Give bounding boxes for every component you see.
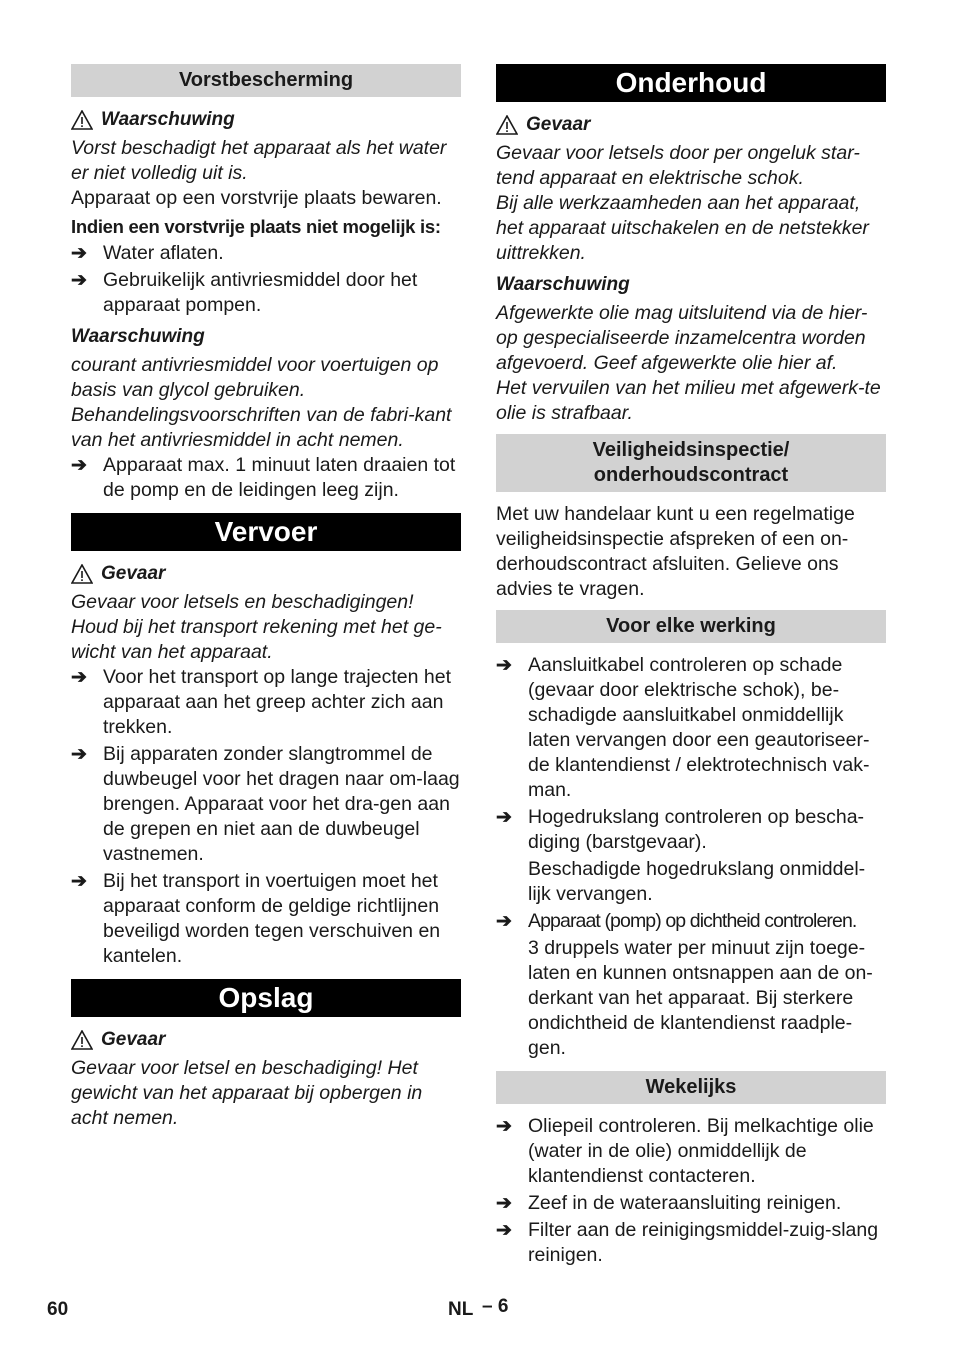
arrow-right-icon: ➔ xyxy=(496,807,512,828)
list-item-continuation: Beschadigde hogedrukslang onmiddel-lijk vervangen. xyxy=(528,858,866,905)
section-heading-storage: Opslag xyxy=(71,979,461,1017)
warning-text: Behandelingsvoorschriften van de fabri-kant van het antivriesmiddel in acht nemen. xyxy=(71,404,452,451)
warning-label-text: Waarschuwing xyxy=(496,274,630,295)
before-each-steps xyxy=(496,653,886,1061)
warning-triangle-icon xyxy=(71,1030,93,1050)
list-item-continuation: 3 druppels water per minuut zijn toege-laten en kunnen ontsnappen aan de on-derkant van het apparaat. Bij sterkere ondichtheid de klantendienst raadple-gen. xyxy=(528,937,873,1059)
language-code: NL xyxy=(448,1299,474,1320)
danger-text: Gevaar voor letsels en beschadigingen! Houd bij het transport rekening met het ge-wicht van het apparaat. xyxy=(71,591,442,663)
list-item xyxy=(496,1218,886,1268)
arrow-right-icon: ➔ xyxy=(496,655,512,676)
arrow-right-icon: ➔ xyxy=(71,270,87,291)
list-item-text: Filter aan de reinigingsmiddel-zuig-slang reinigen. xyxy=(528,1219,879,1266)
arrow-right-icon: ➔ xyxy=(71,455,87,476)
list-item xyxy=(496,805,886,907)
list-item xyxy=(71,453,461,503)
section-heading-frost: Vorstbescherming xyxy=(71,64,461,97)
frost-steps xyxy=(71,241,461,318)
list-item-text: Gebruikelijk antivriesmiddel door het apparaat pompen. xyxy=(103,269,418,316)
warning-label xyxy=(71,324,461,349)
arrow-right-icon: ➔ xyxy=(71,667,87,688)
list-item xyxy=(71,268,461,318)
warning-text: Het vervuilen van het milieu met afgewerk-te olie is strafbaar. xyxy=(496,377,881,424)
section-heading-transport: Vervoer xyxy=(71,513,461,551)
list-item-text: Hogedrukslang controleren op bescha-diging (barstgevaar). xyxy=(528,806,865,853)
list-item xyxy=(496,653,886,803)
warning-label-text: Waarschuwing xyxy=(71,326,205,347)
danger-label xyxy=(496,112,886,137)
warning-triangle-icon xyxy=(496,115,518,135)
list-item-text: Zeef in de wateraansluiting reinigen. xyxy=(528,1192,842,1214)
list-item-text: Oliepeil controleren. Bij melkachtige olie (water in de olie) onmiddellijk de klantendienst contacteren. xyxy=(528,1115,874,1187)
section-heading-line: onderhoudscontract xyxy=(593,464,789,486)
list-item-text: Apparaat (pomp) op dichtheid controleren. xyxy=(528,910,857,932)
list-item-text: Bij het transport in voertuigen moet het apparaat conform de geldige richtlijnen beveiligd worden tegen verschuiven en kantelen. xyxy=(103,870,441,967)
list-item-text: Water aflaten. xyxy=(103,242,224,264)
danger-text: Gevaar voor letsels door per ongeluk star-tend apparaat en elektrische schok. xyxy=(496,142,860,189)
danger-label xyxy=(71,1027,461,1052)
danger-label-text: Gevaar xyxy=(526,114,591,135)
warning-text: Afgewerkte olie mag uitsluitend via de hier-op gespecialiseerde inzamelcentra worden afgevoerd. Geef afgewerkte olie hier af. xyxy=(496,302,868,374)
list-item xyxy=(71,869,461,969)
list-item xyxy=(71,241,461,266)
arrow-right-icon: ➔ xyxy=(496,1220,512,1241)
warning-text: Vorst beschadigt het apparaat als het water er niet volledig uit is. xyxy=(71,137,447,184)
arrow-right-icon: ➔ xyxy=(496,1116,512,1137)
page-number: 60 xyxy=(47,1299,69,1320)
arrow-right-icon: ➔ xyxy=(71,871,87,892)
warning-text: courant antivriesmiddel voor voertuigen op basis van glycol gebruiken. xyxy=(71,354,439,401)
list-item-text: Voor het transport op lange trajecten het apparaat aan het greep achter zich aan trekken. xyxy=(103,666,451,738)
warning-label-text: Waarschuwing xyxy=(101,109,235,130)
list-item-text: Apparaat max. 1 minuut laten draaien tot de pomp en de leidingen leeg zijn. xyxy=(103,454,456,501)
store-text: Apparaat op een vorstvrije plaats bewaren. xyxy=(71,187,442,209)
transport-steps xyxy=(71,665,461,969)
list-item xyxy=(496,909,886,1061)
section-heading-before-each: Voor elke werking xyxy=(496,610,886,643)
arrow-right-icon: ➔ xyxy=(496,1193,512,1214)
list-item-text: Bij apparaten zonder slangtrommel de duwbeugel voor het dragen naar om-laag brengen. Apparaat voor het dra-gen aan de grepen en niet aan de duwbeugel vastnemen. xyxy=(103,743,460,865)
arrow-right-icon: ➔ xyxy=(496,911,512,932)
section-heading-weekly: Wekelijks xyxy=(496,1071,886,1104)
frost-steps-2 xyxy=(71,453,461,503)
danger-text: Bij alle werkzaamheden aan het apparaat, het apparaat uitschakelen en de netstekker uittrekken. xyxy=(496,192,869,264)
section-heading-inspection xyxy=(496,434,886,492)
warning-triangle-icon xyxy=(71,110,93,130)
list-item xyxy=(71,665,461,740)
section-heading-line: Veiligheidsinspectie/ xyxy=(592,439,790,461)
list-item xyxy=(496,1114,886,1189)
sub-page-number: – 6 xyxy=(482,1296,509,1317)
list-item-text: Aansluitkabel controleren op schade (gevaar door elektrische schok), be-schadigde aansluitkabel onmiddellijk laten vervangen door een geautoriseer-de klantendienst / elektrotechnisch vak-man. xyxy=(528,654,870,801)
warning-label xyxy=(71,107,461,132)
condition-text: Indien een vorstvrije plaats niet mogelijk is: xyxy=(71,216,441,237)
right-column xyxy=(496,64,886,1270)
inspection-text: Met uw handelaar kunt u een regelmatige veiligheidsinspectie afspreken of een on-derhoudscontract afsluiten. Gelieve ons advies te vragen. xyxy=(496,503,855,600)
danger-label-text: Gevaar xyxy=(101,1029,166,1050)
danger-text: Gevaar voor letsel en beschadiging! Het gewicht van het apparaat bij opbergen in acht nemen. xyxy=(71,1057,423,1129)
list-item xyxy=(71,742,461,867)
arrow-right-icon: ➔ xyxy=(71,243,87,264)
left-column xyxy=(71,64,461,1131)
section-heading-maintenance: Onderhoud xyxy=(496,64,886,102)
warning-label xyxy=(496,272,886,297)
weekly-steps xyxy=(496,1114,886,1268)
warning-triangle-icon xyxy=(71,564,93,584)
list-item xyxy=(496,1191,886,1216)
arrow-right-icon: ➔ xyxy=(71,744,87,765)
danger-label xyxy=(71,561,461,586)
danger-label-text: Gevaar xyxy=(101,563,166,584)
